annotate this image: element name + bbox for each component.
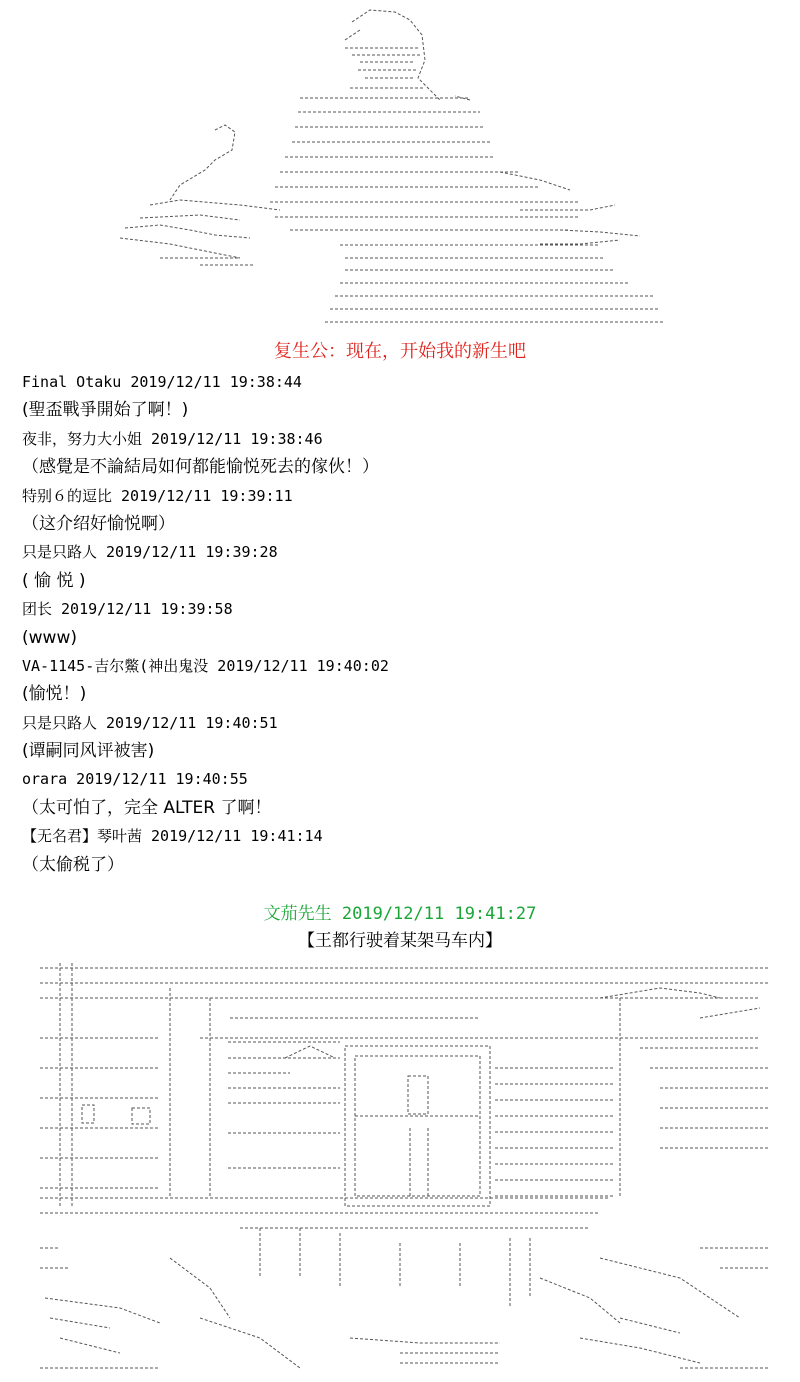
- comment-header: 团长 2019/12/11 19:39:58: [22, 600, 233, 619]
- comment-header: 特别６的逗比 2019/12/11 19:39:11: [22, 486, 293, 505]
- comment-header: Final Otaku 2019/12/11 19:38:44: [22, 373, 302, 391]
- comment-text: (聖盃戰爭開始了啊！): [22, 400, 189, 421]
- comment-header: 夜非，努力大小姐 2019/12/11 19:38:46: [22, 429, 323, 448]
- comment-header: orara 2019/12/11 19:40:55: [22, 770, 248, 789]
- comment-header: VA-1145-吉尔鱉(神出鬼没 2019/12/11 19:40:02: [22, 656, 389, 675]
- comment-text: （这介绍好愉悦啊）: [22, 513, 175, 534]
- comment-text: (www): [22, 627, 77, 648]
- ascii-art-figure: [0, 0, 800, 330]
- comment-header: 只是只路人 2019/12/11 19:40:51: [22, 713, 278, 732]
- comment-text: （太可怕了，完全 ALTER 了啊！: [22, 797, 272, 818]
- top-caption: 复生公：现在，开始我的新生吧: [274, 341, 526, 362]
- comment-text: ( 愉 悦 ): [22, 570, 86, 591]
- comment-header: 只是只路人 2019/12/11 19:39:28: [22, 543, 278, 562]
- comment-text: (愉悦！): [22, 684, 87, 705]
- comment-list: [22, 368, 782, 879]
- comment-text: （感覺是不論結局如何都能愉悦死去的傢伙！）: [22, 457, 379, 478]
- green-caption: 文茄先生 2019/12/11 19:41:27: [263, 904, 537, 924]
- ascii-art-carriage-interior: [0, 958, 800, 1378]
- comment-text: （太偷税了）: [22, 854, 124, 875]
- comment-header: 【无名君】琴叶茜 2019/12/11 19:41:14: [22, 827, 323, 846]
- scene-title: 【王都行驶着某架马车内】: [298, 931, 502, 951]
- comment-text: (谭嗣同风评被害): [22, 741, 155, 762]
